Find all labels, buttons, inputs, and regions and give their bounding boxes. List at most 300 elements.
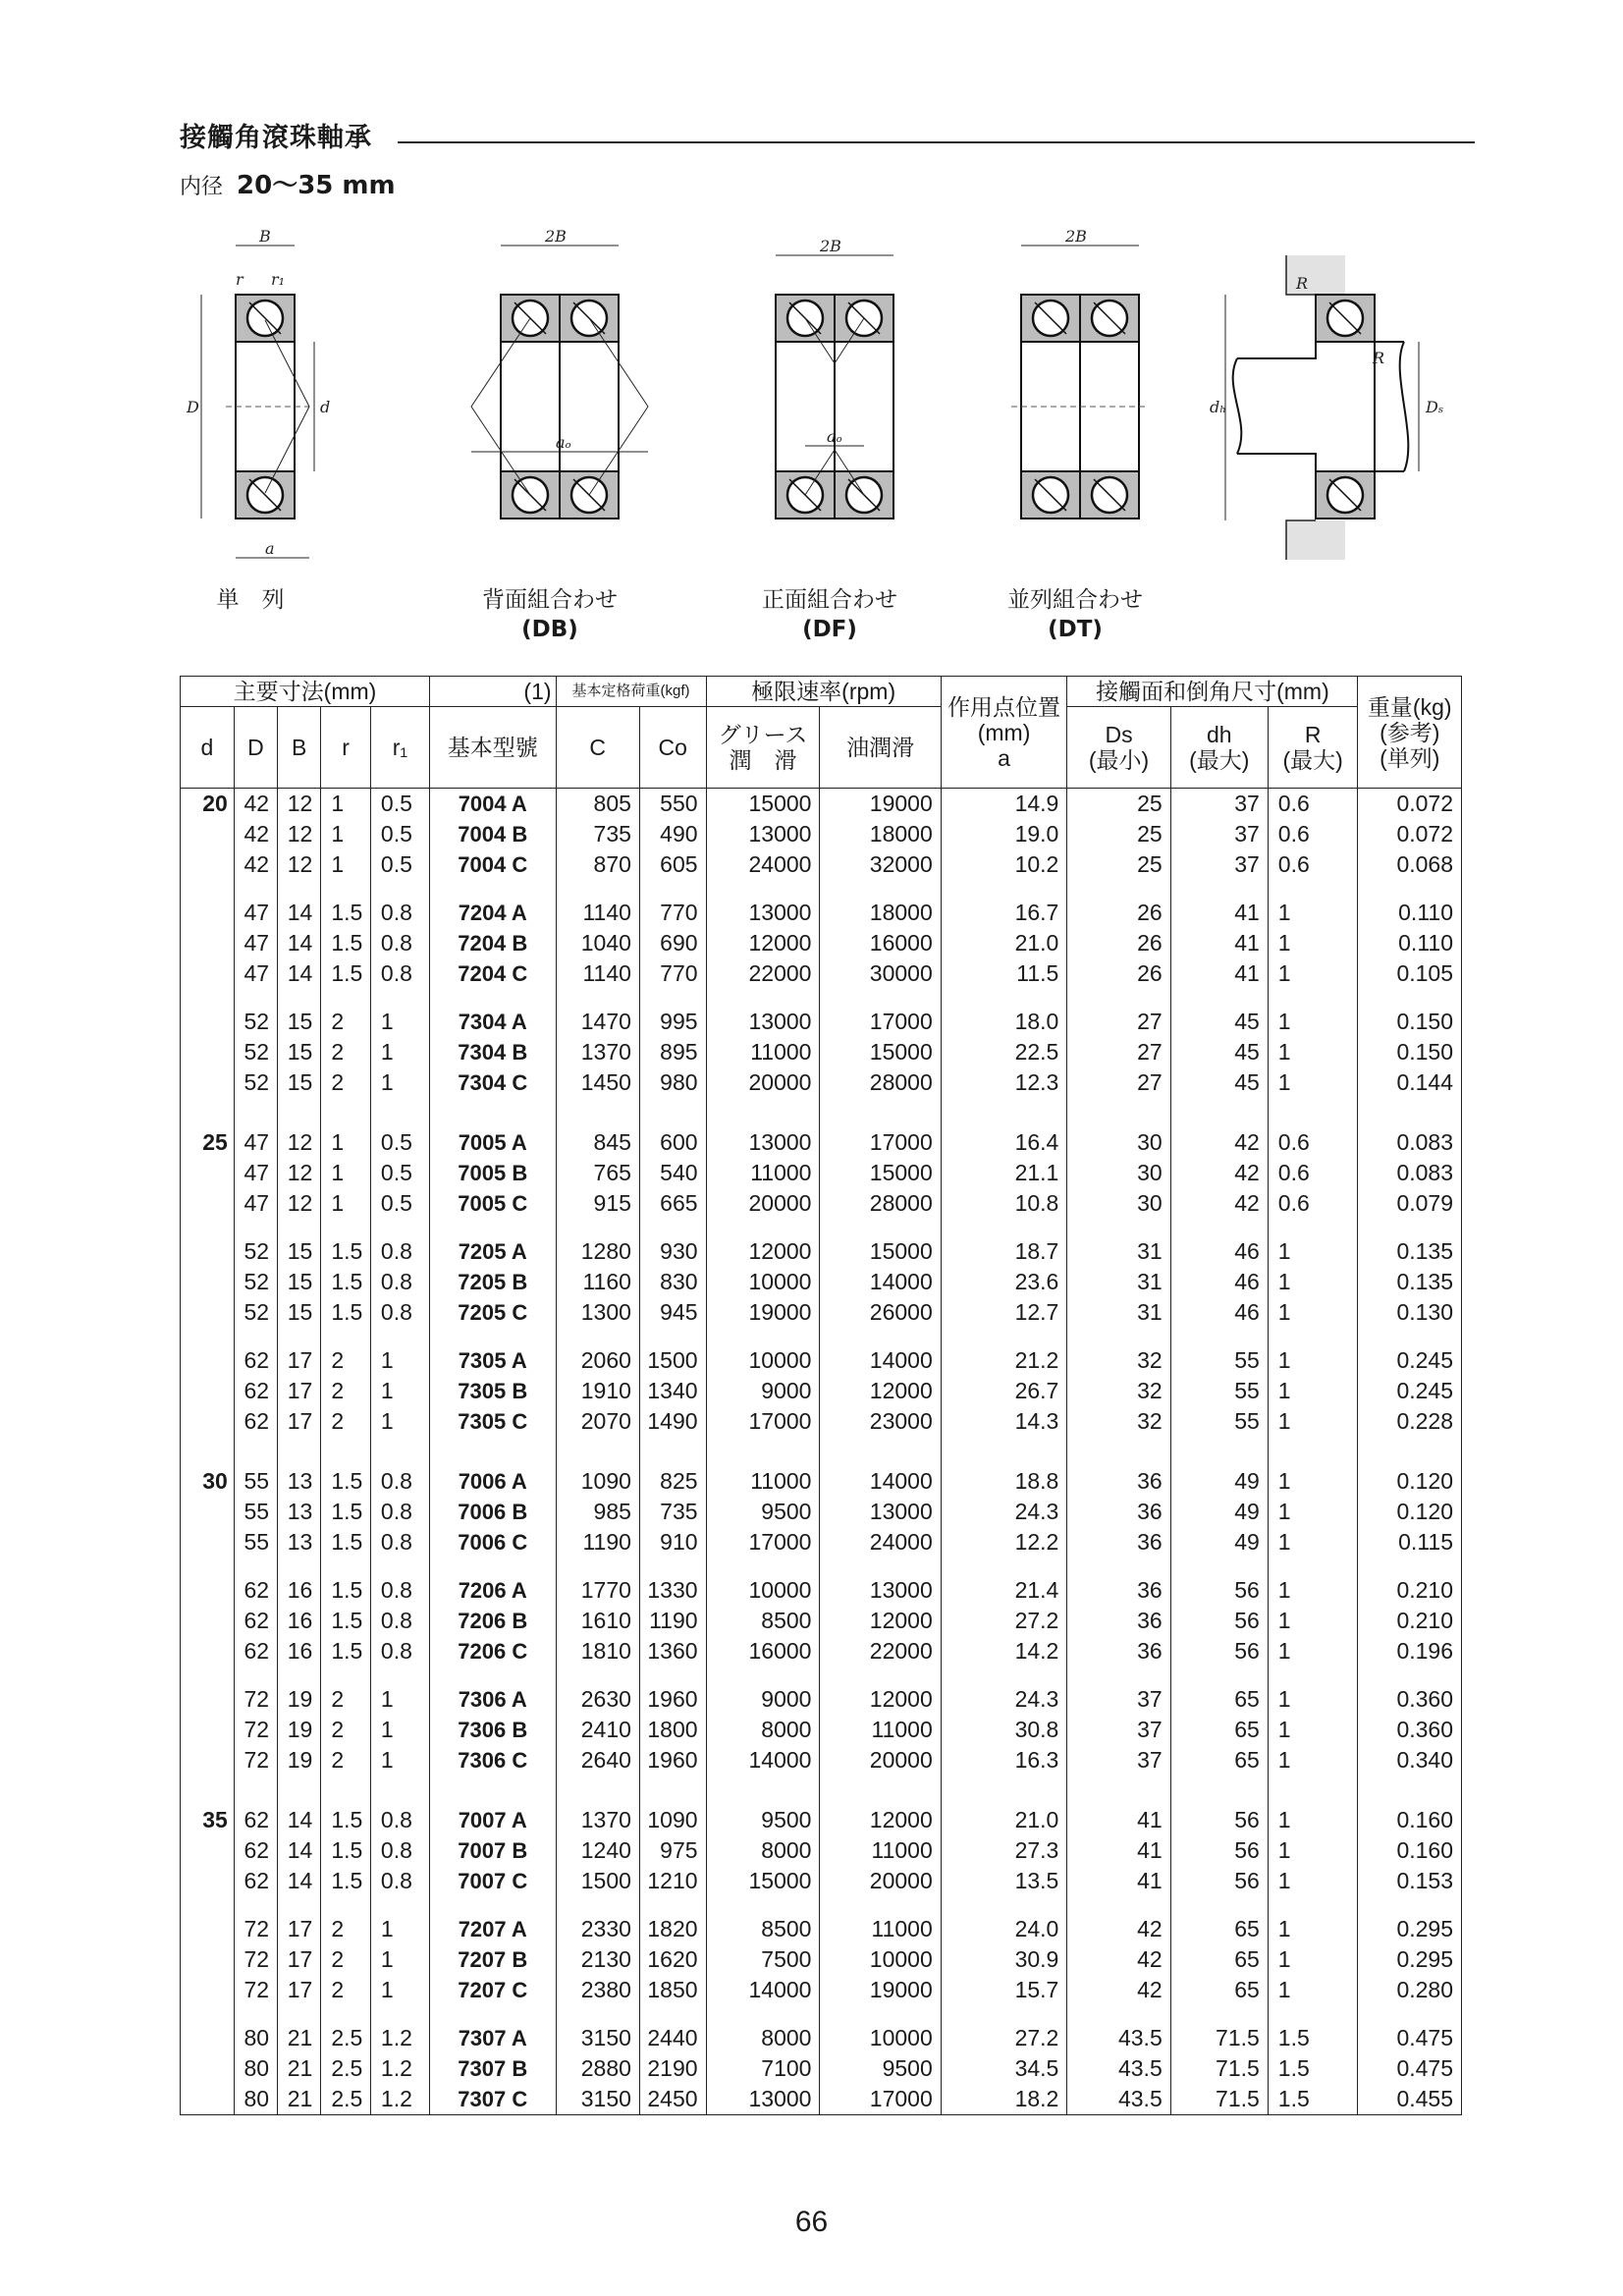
cell-Co: 825 xyxy=(639,1466,706,1497)
cell-oil: 32000 xyxy=(820,849,941,880)
cell-B: 14 xyxy=(278,1805,321,1835)
dim-label-B: B xyxy=(259,227,271,246)
cell-R: 0.6 xyxy=(1268,819,1358,849)
cell-w: 0.110 xyxy=(1358,898,1462,928)
cell-d xyxy=(181,958,235,989)
header-load: 基本定格荷重(kgf) xyxy=(556,677,706,707)
cell-B: 12 xyxy=(278,1158,321,1188)
cell-C: 805 xyxy=(556,789,639,820)
cell-R: 1 xyxy=(1268,1636,1358,1667)
table-row xyxy=(181,1007,1462,1037)
cell-a: 21.2 xyxy=(941,1345,1067,1376)
cell-a: 24.3 xyxy=(941,1684,1067,1715)
cell-D: 55 xyxy=(234,1497,277,1527)
cell-grease: 13000 xyxy=(706,819,820,849)
cell-w: 0.150 xyxy=(1358,1037,1462,1067)
cell-grease: 12000 xyxy=(706,928,820,958)
cell-grease: 9000 xyxy=(706,1684,820,1715)
cell-d xyxy=(181,819,235,849)
cell-D: 62 xyxy=(234,1636,277,1667)
cell-grease: 8000 xyxy=(706,1715,820,1745)
cell-r1: 0.5 xyxy=(370,1158,429,1188)
df-diagram xyxy=(776,237,893,519)
cell-r1: 1 xyxy=(370,1067,429,1098)
cell-oil: 19000 xyxy=(820,1975,941,2005)
cell-oil: 30000 xyxy=(820,958,941,989)
cell-w: 0.130 xyxy=(1358,1297,1462,1328)
cell-C: 1770 xyxy=(556,1575,639,1606)
cell-a: 26.7 xyxy=(941,1376,1067,1406)
table-row xyxy=(181,1037,1462,1067)
header-weight: 重量(kg) (参考) (単列) xyxy=(1358,677,1462,789)
cell-C: 1300 xyxy=(556,1297,639,1328)
cell-Co: 540 xyxy=(639,1158,706,1188)
cell-Co: 2190 xyxy=(639,2053,706,2084)
cell-model: 7207 B xyxy=(429,1944,556,1975)
cell-r1: 0.8 xyxy=(370,928,429,958)
cell-w: 0.068 xyxy=(1358,849,1462,880)
cell-r: 1 xyxy=(321,1158,371,1188)
cell-oil: 11000 xyxy=(820,1835,941,1866)
cell-r: 2 xyxy=(321,1007,371,1037)
cell-r1: 0.5 xyxy=(370,789,429,820)
table-row xyxy=(181,1376,1462,1406)
cell-model: 7304 C xyxy=(429,1067,556,1098)
cell-oil: 12000 xyxy=(820,1606,941,1636)
cell-w: 0.295 xyxy=(1358,1944,1462,1975)
cell-grease: 13000 xyxy=(706,1007,820,1037)
cell-C: 1140 xyxy=(556,898,639,928)
dim-label-dh: dₕ xyxy=(1210,398,1227,416)
dim-label-R-top: R xyxy=(1296,274,1309,293)
cell-R: 1 xyxy=(1268,1037,1358,1067)
cell-oil: 23000 xyxy=(820,1406,941,1437)
cell-a: 18.2 xyxy=(941,2084,1067,2115)
cell-d xyxy=(181,2023,235,2053)
cell-r1: 1.2 xyxy=(370,2084,429,2115)
cell-grease: 12000 xyxy=(706,1236,820,1267)
cell-Co: 1090 xyxy=(639,1805,706,1835)
cell-model: 7306 C xyxy=(429,1745,556,1776)
cell-model: 7006 A xyxy=(429,1466,556,1497)
cell-w: 0.153 xyxy=(1358,1866,1462,1896)
cell-oil: 12000 xyxy=(820,1805,941,1835)
cell-oil: 13000 xyxy=(820,1575,941,1606)
cell-R: 1 xyxy=(1268,1745,1358,1776)
cell-Ds: 30 xyxy=(1067,1188,1170,1219)
cell-R: 1 xyxy=(1268,1575,1358,1606)
cell-model: 7204 A xyxy=(429,898,556,928)
cell-C: 2130 xyxy=(556,1944,639,1975)
cell-w: 0.295 xyxy=(1358,1914,1462,1944)
cell-a: 24.0 xyxy=(941,1914,1067,1944)
cell-grease: 7500 xyxy=(706,1944,820,1975)
cell-model: 7007 A xyxy=(429,1805,556,1835)
cell-model: 7207 A xyxy=(429,1914,556,1944)
cell-dh: 65 xyxy=(1170,1975,1268,2005)
cell-d xyxy=(181,2053,235,2084)
cell-oil: 13000 xyxy=(820,1497,941,1527)
dim-label-r1: r₁ xyxy=(271,270,286,289)
table-row xyxy=(181,1297,1462,1328)
cell-a: 21.0 xyxy=(941,928,1067,958)
cell-d: 30 xyxy=(181,1466,235,1497)
cell-D: 72 xyxy=(234,1944,277,1975)
cell-Ds: 25 xyxy=(1067,789,1170,820)
cell-w: 0.475 xyxy=(1358,2053,1462,2084)
col-dh: dh (最大) xyxy=(1170,707,1268,789)
cell-d xyxy=(181,1037,235,1067)
cell-d xyxy=(181,1297,235,1328)
cell-d xyxy=(181,1914,235,1944)
bore-range xyxy=(180,165,396,201)
cell-C: 2880 xyxy=(556,2053,639,2084)
cell-C: 2380 xyxy=(556,1975,639,2005)
cell-d xyxy=(181,1527,235,1558)
cell-w: 0.210 xyxy=(1358,1606,1462,1636)
cell-Co: 895 xyxy=(639,1037,706,1067)
cell-dh: 37 xyxy=(1170,789,1268,820)
cell-Ds: 31 xyxy=(1067,1297,1170,1328)
cell-dh: 42 xyxy=(1170,1188,1268,1219)
table-row xyxy=(181,958,1462,989)
cell-oil: 17000 xyxy=(820,1127,941,1158)
cell-oil: 20000 xyxy=(820,1866,941,1896)
col-d: d xyxy=(181,707,235,789)
cell-B: 12 xyxy=(278,819,321,849)
cell-dh: 55 xyxy=(1170,1376,1268,1406)
cell-model: 7006 B xyxy=(429,1497,556,1527)
cell-R: 1 xyxy=(1268,1715,1358,1745)
cell-w: 0.115 xyxy=(1358,1527,1462,1558)
cell-Ds: 32 xyxy=(1067,1345,1170,1376)
cell-Co: 1800 xyxy=(639,1715,706,1745)
cell-d xyxy=(181,1944,235,1975)
cell-r: 1 xyxy=(321,849,371,880)
cell-R: 0.6 xyxy=(1268,849,1358,880)
cell-Ds: 30 xyxy=(1067,1127,1170,1158)
cell-C: 915 xyxy=(556,1188,639,1219)
header-action-point: 作用点位置 (mm) a xyxy=(941,677,1067,789)
cell-oil: 9500 xyxy=(820,2053,941,2084)
cell-dh: 65 xyxy=(1170,1715,1268,1745)
cell-D: 62 xyxy=(234,1406,277,1437)
cell-oil: 15000 xyxy=(820,1158,941,1188)
cell-r1: 0.8 xyxy=(370,1866,429,1896)
cell-R: 1 xyxy=(1268,1267,1358,1297)
table-row xyxy=(181,1067,1462,1098)
cell-D: 72 xyxy=(234,1745,277,1776)
cell-B: 19 xyxy=(278,1715,321,1745)
cell-a: 10.8 xyxy=(941,1188,1067,1219)
cell-C: 2410 xyxy=(556,1715,639,1745)
cell-R: 1.5 xyxy=(1268,2053,1358,2084)
cell-Ds: 43.5 xyxy=(1067,2053,1170,2084)
group-spacer xyxy=(181,1328,1462,1345)
cell-w: 0.144 xyxy=(1358,1067,1462,1098)
cell-grease: 22000 xyxy=(706,958,820,989)
cell-dh: 56 xyxy=(1170,1866,1268,1896)
cell-grease: 8500 xyxy=(706,1606,820,1636)
cell-C: 1240 xyxy=(556,1835,639,1866)
cell-D: 72 xyxy=(234,1975,277,2005)
cell-r: 2.5 xyxy=(321,2053,371,2084)
cell-Ds: 26 xyxy=(1067,928,1170,958)
cell-dh: 71.5 xyxy=(1170,2053,1268,2084)
cell-D: 47 xyxy=(234,928,277,958)
cell-r1: 0.5 xyxy=(370,1127,429,1158)
cell-r1: 1 xyxy=(370,1914,429,1944)
cell-B: 15 xyxy=(278,1007,321,1037)
cell-Co: 665 xyxy=(639,1188,706,1219)
cell-Ds: 31 xyxy=(1067,1267,1170,1297)
cell-a: 19.0 xyxy=(941,819,1067,849)
cell-dh: 49 xyxy=(1170,1497,1268,1527)
cell-w: 0.360 xyxy=(1358,1684,1462,1715)
cell-grease: 15000 xyxy=(706,1866,820,1896)
cell-oil: 11000 xyxy=(820,1914,941,1944)
cell-d xyxy=(181,1267,235,1297)
cell-D: 42 xyxy=(234,819,277,849)
cell-oil: 16000 xyxy=(820,928,941,958)
cell-C: 765 xyxy=(556,1158,639,1188)
cell-C: 1810 xyxy=(556,1636,639,1667)
cell-D: 80 xyxy=(234,2084,277,2115)
cell-D: 47 xyxy=(234,1158,277,1188)
cell-dh: 46 xyxy=(1170,1236,1268,1267)
table-row xyxy=(181,1267,1462,1297)
cell-R: 1 xyxy=(1268,1914,1358,1944)
cell-dh: 65 xyxy=(1170,1684,1268,1715)
cell-a: 30.8 xyxy=(941,1715,1067,1745)
caption-db: 背面組合わせ (DB) xyxy=(482,587,618,642)
caption-dt: 並列組合わせ (DT) xyxy=(1007,587,1143,642)
cell-w: 0.079 xyxy=(1358,1188,1462,1219)
cell-d xyxy=(181,1636,235,1667)
table-row xyxy=(181,1975,1462,2005)
cell-r1: 1 xyxy=(370,1345,429,1376)
cell-D: 80 xyxy=(234,2053,277,2084)
cell-d xyxy=(181,898,235,928)
cell-dh: 65 xyxy=(1170,1745,1268,1776)
cell-dh: 41 xyxy=(1170,958,1268,989)
col-B: B xyxy=(278,707,321,789)
cell-R: 1 xyxy=(1268,928,1358,958)
group-spacer xyxy=(181,1667,1462,1684)
cell-B: 16 xyxy=(278,1606,321,1636)
cell-Co: 770 xyxy=(639,898,706,928)
cell-B: 15 xyxy=(278,1037,321,1067)
table-row xyxy=(181,928,1462,958)
cell-a: 23.6 xyxy=(941,1267,1067,1297)
cell-C: 1910 xyxy=(556,1376,639,1406)
cell-r: 2 xyxy=(321,1715,371,1745)
cell-B: 17 xyxy=(278,1914,321,1944)
cell-a: 14.9 xyxy=(941,789,1067,820)
cell-C: 1370 xyxy=(556,1037,639,1067)
dim-label-ao-db: aₒ xyxy=(556,433,571,452)
cell-Co: 2440 xyxy=(639,2023,706,2053)
cell-B: 16 xyxy=(278,1636,321,1667)
cell-a: 14.2 xyxy=(941,1636,1067,1667)
cell-r: 2 xyxy=(321,1684,371,1715)
cell-d: 35 xyxy=(181,1805,235,1835)
table-row xyxy=(181,1866,1462,1896)
cell-a: 16.3 xyxy=(941,1745,1067,1776)
cell-Co: 1620 xyxy=(639,1944,706,1975)
cell-a: 12.7 xyxy=(941,1297,1067,1328)
cell-Ds: 36 xyxy=(1067,1466,1170,1497)
cell-dh: 56 xyxy=(1170,1805,1268,1835)
cell-r: 2 xyxy=(321,1376,371,1406)
cell-C: 2330 xyxy=(556,1914,639,1944)
table-row xyxy=(181,789,1462,820)
cell-model: 7007 B xyxy=(429,1835,556,1866)
cell-dh: 41 xyxy=(1170,928,1268,958)
cell-model: 7305 A xyxy=(429,1345,556,1376)
cell-r: 2 xyxy=(321,1067,371,1098)
cell-Ds: 26 xyxy=(1067,958,1170,989)
table-row xyxy=(181,1527,1462,1558)
cell-dh: 42 xyxy=(1170,1127,1268,1158)
cell-dh: 49 xyxy=(1170,1527,1268,1558)
cell-r1: 1 xyxy=(370,1745,429,1776)
cell-r: 1.5 xyxy=(321,1497,371,1527)
cell-dh: 65 xyxy=(1170,1914,1268,1944)
cell-d xyxy=(181,1715,235,1745)
title-rule xyxy=(398,141,1475,143)
cell-B: 12 xyxy=(278,1188,321,1219)
cell-model: 7204 B xyxy=(429,928,556,958)
cell-w: 0.360 xyxy=(1358,1715,1462,1745)
cell-Ds: 27 xyxy=(1067,1037,1170,1067)
dim-label-d: d xyxy=(320,398,331,416)
cell-B: 13 xyxy=(278,1527,321,1558)
dim-label-2b-db: 2B xyxy=(545,227,567,246)
col-r: r xyxy=(321,707,371,789)
cell-r: 2 xyxy=(321,1944,371,1975)
cell-model: 7304 B xyxy=(429,1037,556,1067)
cell-dh: 41 xyxy=(1170,898,1268,928)
table-row xyxy=(181,1497,1462,1527)
cell-model: 7007 C xyxy=(429,1866,556,1896)
group-spacer xyxy=(181,880,1462,898)
cell-D: 62 xyxy=(234,1805,277,1835)
cell-r: 1.5 xyxy=(321,1267,371,1297)
dim-label-r: r xyxy=(236,270,243,289)
cell-r1: 0.8 xyxy=(370,1527,429,1558)
cell-a: 27.2 xyxy=(941,2023,1067,2053)
cell-grease: 11000 xyxy=(706,1466,820,1497)
cell-d xyxy=(181,1345,235,1376)
cell-C: 735 xyxy=(556,819,639,849)
dim-label-R-inner: R xyxy=(1373,349,1385,367)
cell-grease: 19000 xyxy=(706,1297,820,1328)
cell-dh: 55 xyxy=(1170,1406,1268,1437)
dim-label-2b-df: 2B xyxy=(820,237,841,255)
cell-a: 34.5 xyxy=(941,2053,1067,2084)
cell-model: 7005 B xyxy=(429,1158,556,1188)
cell-r1: 0.8 xyxy=(370,1575,429,1606)
cell-D: 55 xyxy=(234,1466,277,1497)
cell-Co: 975 xyxy=(639,1835,706,1866)
cell-Co: 490 xyxy=(639,819,706,849)
cell-model: 7206 C xyxy=(429,1636,556,1667)
cell-Ds: 36 xyxy=(1067,1575,1170,1606)
cell-C: 1470 xyxy=(556,1007,639,1037)
cell-w: 0.210 xyxy=(1358,1575,1462,1606)
cell-grease: 9500 xyxy=(706,1497,820,1527)
cell-r1: 0.8 xyxy=(370,1636,429,1667)
cell-w: 0.072 xyxy=(1358,819,1462,849)
cell-oil: 26000 xyxy=(820,1297,941,1328)
cell-grease: 8500 xyxy=(706,1914,820,1944)
cell-w: 0.083 xyxy=(1358,1158,1462,1188)
cell-w: 0.245 xyxy=(1358,1376,1462,1406)
cell-oil: 28000 xyxy=(820,1067,941,1098)
cell-dh: 46 xyxy=(1170,1267,1268,1297)
cell-D: 52 xyxy=(234,1067,277,1098)
cell-D: 52 xyxy=(234,1037,277,1067)
cell-oil: 24000 xyxy=(820,1527,941,1558)
cell-Co: 945 xyxy=(639,1297,706,1328)
cell-r: 1 xyxy=(321,1188,371,1219)
cell-Ds: 36 xyxy=(1067,1606,1170,1636)
cell-grease: 13000 xyxy=(706,1127,820,1158)
group-spacer xyxy=(181,1098,1462,1127)
cell-R: 1 xyxy=(1268,1684,1358,1715)
group-spacer xyxy=(181,989,1462,1007)
cell-D: 62 xyxy=(234,1345,277,1376)
cell-Co: 1850 xyxy=(639,1975,706,2005)
cell-a: 10.2 xyxy=(941,849,1067,880)
cell-model: 7306 A xyxy=(429,1684,556,1715)
col-model: 基本型號 xyxy=(429,707,556,789)
cell-w: 0.455 xyxy=(1358,2084,1462,2115)
cell-Co: 1500 xyxy=(639,1345,706,1376)
table-row xyxy=(181,2053,1462,2084)
cell-w: 0.160 xyxy=(1358,1835,1462,1866)
cell-C: 3150 xyxy=(556,2084,639,2115)
cell-a: 12.2 xyxy=(941,1527,1067,1558)
table-row xyxy=(181,849,1462,880)
cell-B: 15 xyxy=(278,1297,321,1328)
table-row xyxy=(181,1944,1462,1975)
cell-w: 0.340 xyxy=(1358,1745,1462,1776)
group-spacer xyxy=(181,1558,1462,1575)
cell-r1: 1 xyxy=(370,1715,429,1745)
cell-Co: 690 xyxy=(639,928,706,958)
cell-a: 16.4 xyxy=(941,1127,1067,1158)
cell-grease: 14000 xyxy=(706,1745,820,1776)
cell-oil: 22000 xyxy=(820,1636,941,1667)
cell-B: 19 xyxy=(278,1745,321,1776)
cell-d xyxy=(181,1606,235,1636)
cell-model: 7307 B xyxy=(429,2053,556,2084)
table-row xyxy=(181,1715,1462,1745)
cell-r: 1 xyxy=(321,819,371,849)
cell-grease: 13000 xyxy=(706,898,820,928)
cell-dh: 65 xyxy=(1170,1944,1268,1975)
cell-grease: 17000 xyxy=(706,1527,820,1558)
cell-R: 0.6 xyxy=(1268,1127,1358,1158)
cell-C: 985 xyxy=(556,1497,639,1527)
cell-r: 1.5 xyxy=(321,1466,371,1497)
cell-Ds: 37 xyxy=(1067,1745,1170,1776)
cell-w: 0.475 xyxy=(1358,2023,1462,2053)
cell-D: 80 xyxy=(234,2023,277,2053)
col-C: C xyxy=(556,707,639,789)
